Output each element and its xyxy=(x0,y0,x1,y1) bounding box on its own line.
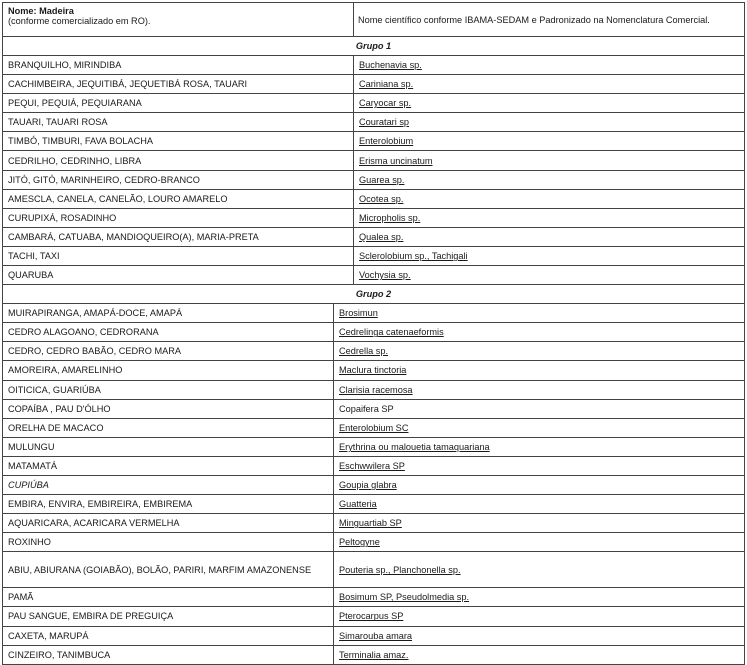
table-row xyxy=(3,189,745,208)
common-name: AQUARICARA, ACARICARA VERMELHA xyxy=(3,514,334,533)
table-row xyxy=(3,151,745,170)
header-scientific-cell xyxy=(354,3,745,37)
common-name: ABIU, ABIURANA (GOIABÃO), BOLÃO, PARIRI, MARFIM AMAZONENSE xyxy=(3,552,334,588)
scientific-name: Caryocar sp. xyxy=(359,98,412,109)
header-row xyxy=(3,3,745,37)
table-row xyxy=(3,342,745,361)
table-row xyxy=(3,266,745,285)
group1-table xyxy=(2,2,745,285)
table-row xyxy=(3,246,745,265)
scientific-name: Minguartiab SP xyxy=(339,518,402,529)
scientific-name: Terminalia amaz. xyxy=(339,649,409,660)
scientific-name: Sclerolobium sp., Tachigali xyxy=(359,250,468,261)
common-name: PAMÃ xyxy=(3,588,334,607)
table-row xyxy=(3,626,745,645)
scientific-name: Buchenavia sp. xyxy=(359,60,422,71)
common-name: ROXINHO xyxy=(3,533,334,552)
scientific-name: Enterolobium SC xyxy=(339,422,409,433)
common-name: JITÓ, GITÓ, MARINHEIRO, CEDRO-BRANCO xyxy=(3,170,354,189)
common-name: OITICICA, GUARIÚBA xyxy=(3,380,334,399)
table-row xyxy=(3,304,745,323)
scientific-name: Ocotea sp. xyxy=(359,193,404,204)
common-name: TIMBÓ, TIMBURI, FAVA BOLACHA xyxy=(3,132,354,151)
scientific-name: Pouteria sp., Planchonella sp. xyxy=(339,564,461,575)
table-row xyxy=(3,475,745,494)
common-name: MATAMATÁ xyxy=(3,456,334,475)
scientific-name: Cedrelinga catenaeformis xyxy=(339,327,444,338)
common-name: EMBIRA, ENVIRA, EMBIREIRA, EMBIREMA xyxy=(3,495,334,514)
scientific-name: Enterolobium xyxy=(359,136,414,147)
table-row xyxy=(3,380,745,399)
table-row xyxy=(3,323,745,342)
scientific-name: Guarea sp. xyxy=(359,174,405,185)
common-name: COPAÍBA , PAU D'ÓLHO xyxy=(3,399,334,418)
scientific-name: Pterocarpus SP xyxy=(339,611,404,622)
header-name-title: Nome: Madeira xyxy=(8,6,74,16)
scientific-name: Peltogyne xyxy=(339,537,380,548)
header-name-cell xyxy=(3,3,354,37)
common-name: CURUPIXÁ, ROSADINHO xyxy=(3,208,354,227)
table-row xyxy=(3,514,745,533)
table-row xyxy=(3,170,745,189)
scientific-name: Vochysia sp. xyxy=(359,270,411,281)
common-name: TACHI, TAXI xyxy=(3,246,354,265)
table-row xyxy=(3,399,745,418)
group2-table xyxy=(2,284,745,665)
scientific-name: Cariniana sp. xyxy=(359,79,414,90)
table-row xyxy=(3,113,745,132)
scientific-name: Simarouba amara xyxy=(339,630,413,641)
table-row xyxy=(3,56,745,75)
scientific-name: Bosimum SP, Pseudolmedia sp. xyxy=(339,592,470,603)
header-name-sub: (conforme comercializado em RO). xyxy=(8,16,151,26)
scientific-name: Copaifera SP xyxy=(339,403,394,414)
common-name: PAU SANGUE, EMBIRA DE PREGUIÇA xyxy=(3,607,334,626)
scientific-name: Brosimun xyxy=(339,308,378,319)
document xyxy=(2,2,744,665)
table-row xyxy=(3,588,745,607)
table-row xyxy=(3,208,745,227)
common-name: BRANQUILHO, MIRINDIBA xyxy=(3,56,354,75)
scientific-name: Guatteria xyxy=(339,499,377,510)
scientific-name: Cedrella sp. xyxy=(339,346,389,357)
common-name: CAXETA, MARUPÁ xyxy=(3,626,334,645)
group2-header-row xyxy=(3,285,745,304)
common-name: MULUNGU xyxy=(3,437,334,456)
table-row xyxy=(3,132,745,151)
table-row xyxy=(3,456,745,475)
common-name: CEDRO, CEDRO BABÃO, CEDRO MARA xyxy=(3,342,334,361)
table-row xyxy=(3,94,745,113)
scientific-name: Couratari sp xyxy=(359,117,410,128)
scientific-name: Clarisia racemosa xyxy=(339,384,413,395)
table-row xyxy=(3,437,745,456)
common-name: CINZEIRO, TANIMBUCA xyxy=(3,645,334,664)
common-name: TAUARI, TAUARI ROSA xyxy=(3,113,354,132)
scientific-name: Maclura tinctoria xyxy=(339,365,407,376)
common-name: AMOREIRA, AMARELINHO xyxy=(3,361,334,380)
header-scientific: Nome científico conforme IBAMA-SEDAM e Padronizado na Nomenclatura Comercial. xyxy=(358,14,710,25)
common-name: CAMBARÁ, CATUABA, MANDIOQUEIRO(A), MARIA-PRETA xyxy=(3,227,354,246)
group2-title: Grupo 2 xyxy=(3,285,745,304)
scientific-name: Micropholis sp. xyxy=(359,212,421,223)
scientific-name: Erythrina ou malouetia tamaquariana xyxy=(339,441,490,452)
table-row xyxy=(3,607,745,626)
table-row xyxy=(3,552,745,588)
table-row xyxy=(3,418,745,437)
common-name: AMESCLA, CANELA, CANELÃO, LOURO AMARELO xyxy=(3,189,354,208)
scientific-name: Qualea sp. xyxy=(359,231,404,242)
scientific-name: Goupia glabra xyxy=(339,480,397,491)
common-name: MUIRAPIRANGA, AMAPÁ-DOCE, AMAPÁ xyxy=(3,304,334,323)
common-name: ORELHA DE MACACO xyxy=(3,418,334,437)
common-name: CUPIÚBA xyxy=(3,475,334,494)
table-row xyxy=(3,227,745,246)
common-name: QUARUBA xyxy=(3,266,354,285)
table-row xyxy=(3,495,745,514)
common-name: CACHIMBEIRA, JEQUITIBÁ, JEQUETIBÁ ROSA, TAUARI xyxy=(3,75,354,94)
common-name: PEQUI, PEQUIÁ, PEQUIARANA xyxy=(3,94,354,113)
table-row xyxy=(3,533,745,552)
common-name: CEDRO ALAGOANO, CEDRORANA xyxy=(3,323,334,342)
common-name: CEDRILHO, CEDRINHO, LIBRA xyxy=(3,151,354,170)
table-row xyxy=(3,75,745,94)
table-row xyxy=(3,361,745,380)
group1-title: Grupo 1 xyxy=(3,37,745,56)
group1-header-row xyxy=(3,37,745,56)
scientific-name: Eschwwilera SP xyxy=(339,460,405,471)
scientific-name: Erisma uncinatum xyxy=(359,155,433,166)
